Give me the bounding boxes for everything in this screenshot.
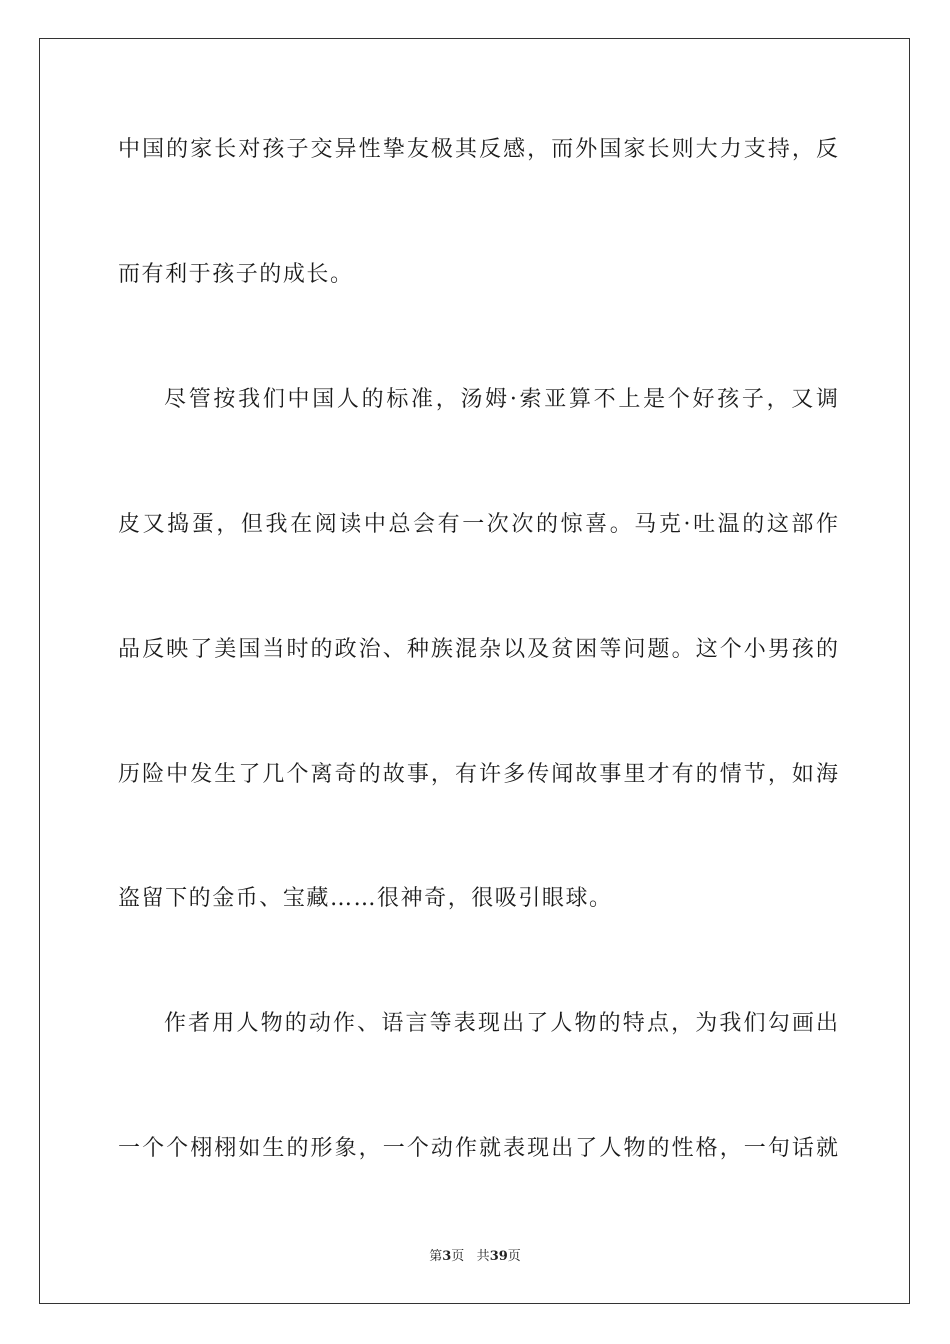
total-prefix: 共 [476,1249,490,1264]
text-line-2: 而有利于孩子的成长。 [118,262,354,287]
text-line-8: 作者用人物的动作、语言等表现出了人物的特点，为我们勾画出 [164,1011,838,1036]
text-line-5: 品反映了美国当时的政治、种族混杂以及贫困等问题。这个小男孩的 [118,637,838,662]
page-suffix: 页 [451,1249,465,1264]
text-line-7: 盗留下的金币、宝藏……很神奇，很吸引眼球。 [118,886,613,911]
page-border [39,38,910,1304]
total-suffix: 页 [507,1249,521,1264]
page-prefix: 第 [429,1249,443,1264]
page-footer [0,1248,950,1266]
total-pages: 39 [489,1249,508,1264]
text-line-6: 历险中发生了几个离奇的故事，有许多传闻故事里才有的情节，如海 [118,762,838,787]
text-line-3: 尽管按我们中国人的标准，汤姆·索亚算不上是个好孩子，又调 [164,387,838,412]
text-line-4: 皮又捣蛋，但我在阅读中总会有一次次的惊喜。马克·吐温的这部作 [118,512,838,537]
text-line-9: 一个个栩栩如生的形象，一个动作就表现出了人物的性格，一句话就 [118,1136,838,1161]
page-number: 3 [442,1249,452,1264]
text-line-1: 中国的家长对孩子交异性挚友极其反感，而外国家长则大力支持，反 [118,137,838,162]
